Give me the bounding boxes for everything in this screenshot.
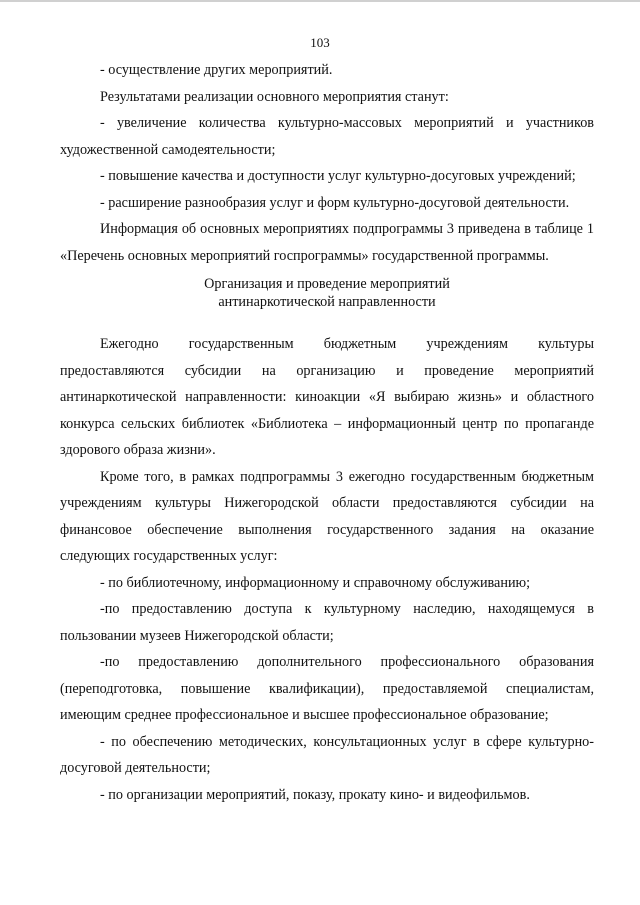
page-number: 103 [310,35,330,50]
top-rule [0,0,640,2]
section-heading-line1: Организация и проведение мероприятий [204,276,450,292]
paragraph-methodical-services: - по обеспечению методических, консультационных услуг в сфере культурно-досуговой деятельности; [60,733,594,776]
paragraph-other-events: - осуществление других мероприятий. [100,62,333,78]
document-body [60,57,594,808]
paragraph-state-assignment: Кроме того, в рамках подпрограммы 3 ежегодно государственным бюджетным учреждениям культуры Нижегородской области предоставляются субсидии на финансовое обеспечение выполнения государственного задания на оказание следующих государственных услуг: [60,468,594,564]
paragraph-diversity-services: - расширение разнообразия услуг и форм культурно-досуговой деятельности. [100,194,570,211]
paragraph-film-screening: - по организации мероприятий, показу, прокату кино- и видеофильмов. [100,786,530,803]
paragraph-professional-education: -по предоставлению дополнительного профессионального образования (переподготовка, повышение квалификации), предоставляемой специалистам, имеющим среднее профессиональное и высшее профессиональное образование; [60,654,594,723]
section-heading [60,275,594,311]
paragraph-results-intro: Результатами реализации основного мероприятия станут: [100,88,449,105]
paragraph-table-reference: Информация об основных мероприятиях подпрограммы 3 приведена в таблице 1 «Перечень основных мероприятий госпрограммы» государственной программы. [60,221,594,264]
section-heading-line2: антинаркотической направленности [218,294,436,310]
paragraph-quality-services: - повышение качества и доступности услуг культурно-досуговых учреждений; [100,168,576,184]
paragraph-subsidies-antidrug: Ежегодно государственным бюджетным учреждениям культуры предоставляются субсидии на организацию и проведение мероприятий антинаркотической направленности: киноакции «Я выбираю жизнь» и областного конкурса сельских библиотек «Библиотека – информационный центр по пропаганде здорового образа жизни». [60,336,594,458]
paragraph-increase-events: - увеличение количества культурно-массовых мероприятий и участников художественной самодеятельности; [60,115,594,158]
paragraph-library-services: - по библиотечному, информационному и справочному обслуживанию; [100,574,531,591]
paragraph-museum-access: -по предоставлению доступа к культурному наследию, находящемуся в пользовании музеев Нижегородской области; [60,601,594,644]
